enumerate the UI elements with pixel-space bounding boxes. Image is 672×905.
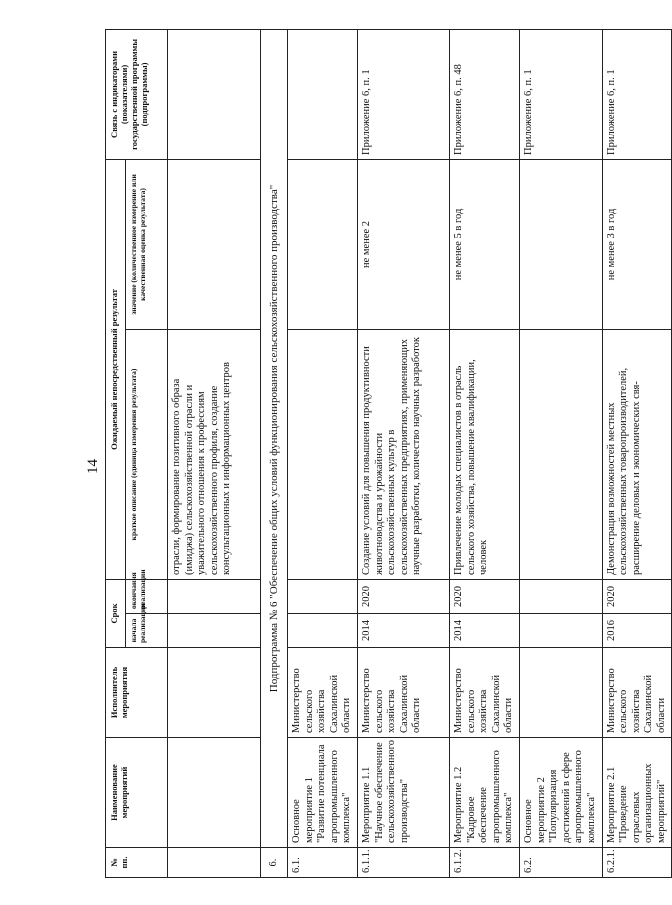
- row-start: 2016: [602, 614, 672, 648]
- page-number: 14: [85, 459, 101, 474]
- cont-num: [168, 848, 261, 878]
- table-row: [519, 29, 602, 877]
- cont-start: [168, 614, 261, 648]
- row-start: 2014: [449, 614, 519, 648]
- cont-end: [168, 579, 261, 613]
- header-link: Связь с индикаторами (показателями) государственной программы (подпрограммы): [106, 29, 168, 159]
- header-result: Ожидаемый непосредственный результат: [106, 159, 126, 579]
- program-table: [105, 29, 672, 878]
- row-link: Приложение 6, п. 1: [519, 29, 602, 159]
- row-description: Привлечение молодых специалистов в отрасль сельского хозяйства, повышение квалификации, человек: [449, 329, 519, 579]
- row-start: [288, 614, 358, 648]
- row-num: 6.1.2.: [449, 848, 519, 878]
- header-result-desc: краткое описание (единица измерения результата): [126, 329, 168, 579]
- row-name: Основное мероприятие 1 "Развитие потенциала агропромышленного комплекса": [288, 738, 358, 848]
- header-row-1: [106, 29, 126, 877]
- row-executor: Министерство сельского хозяйства Сахалинской области: [357, 648, 449, 738]
- row-link: Приложение 6, п. 48: [449, 29, 519, 159]
- row-value: [519, 159, 602, 329]
- row-start: 2014: [357, 614, 449, 648]
- row-link: Приложение 6, п. 1: [602, 29, 672, 159]
- row-end: 2020: [602, 579, 672, 613]
- row-end: 2020: [449, 579, 519, 613]
- rotated-page: [105, 30, 667, 878]
- header-term: Срок: [106, 579, 126, 647]
- table-row: [449, 29, 519, 877]
- table-row: [602, 29, 672, 877]
- cont-name: [168, 738, 261, 848]
- cont-description: отрасли, формирование позитивного образа (имиджа) сельскохозяйственной отрасли и уважительного отношения к профессиям сельскохозяйственного профиля, создание консультационных и информационных центров: [168, 329, 261, 579]
- subprogram-row: [261, 29, 288, 877]
- header-term-start: начала реализации: [126, 614, 168, 648]
- continuation-row: [168, 29, 261, 877]
- row-link: [288, 29, 358, 159]
- header-num: № пп.: [106, 848, 168, 878]
- row-name: Мероприятие 1.1 "Научное обеспечение сельскохозяйственного производства": [357, 738, 449, 848]
- row-value: не менее 3 в год: [602, 159, 672, 329]
- row-num: 6.2.1.: [602, 848, 672, 878]
- header-executor: Исполнитель мероприятия: [106, 648, 168, 738]
- row-num: 6.1.: [288, 848, 358, 878]
- row-value: не менее 5 в год: [449, 159, 519, 329]
- row-num: 6.2.: [519, 848, 602, 878]
- row-description: Создание условий для повышения продуктивности животноводства и урожайности сельскохозяйственных культур в сельскохозяйственных предприятиях, применяющих научные разработки, количество научных разработок: [357, 329, 449, 579]
- row-description: Демонстрация возможностей местных сельскохозяйственных товаропроизводителей, расширение деловых и экономических свя-: [602, 329, 672, 579]
- cont-executor: [168, 648, 261, 738]
- row-description: [519, 329, 602, 579]
- cont-link: [168, 29, 261, 159]
- row-link: Приложение 6, п. 1: [357, 29, 449, 159]
- row-start: [519, 614, 602, 648]
- row-executor: Министерство сельского хозяйства Сахалинской области: [602, 648, 672, 738]
- row-end: 2020: [357, 579, 449, 613]
- row-value: не менее 2: [357, 159, 449, 329]
- row-end: [519, 579, 602, 613]
- subprogram-title: Подпрограмма № 6 "Обеспечение общих условий функционирования сельскохозяйственного производства": [261, 29, 288, 847]
- row-num: 6.1.1.: [357, 848, 449, 878]
- row-executor: [519, 648, 602, 738]
- table-row: [288, 29, 358, 877]
- row-executor: Министерство сельского хозяйства Сахалинской области: [288, 648, 358, 738]
- row-executor: Министерство сельского хозяйства Сахалинской области: [449, 648, 519, 738]
- table-row: [357, 29, 449, 877]
- row-value: [288, 159, 358, 329]
- row-description: [288, 329, 358, 579]
- row-name: Мероприятие 1.2 "Кадровое обеспечение агропромышленного комплекса": [449, 738, 519, 848]
- row-name: Мероприятие 2.1 "Проведение отраслевых организационных мероприятий": [602, 738, 672, 848]
- cont-value: [168, 159, 261, 329]
- row-name: Основное мероприятие 2 "Популяризация достижений в сфере агропромышленного комплекса": [519, 738, 602, 848]
- row-end: [288, 579, 358, 613]
- header-name: Наименование мероприятий: [106, 738, 168, 848]
- subprogram-num: 6.: [261, 848, 288, 878]
- header-term-end: окончания реализации: [126, 579, 168, 613]
- header-result-value: значение (количественное измерение или качественная оценка результата): [126, 159, 168, 329]
